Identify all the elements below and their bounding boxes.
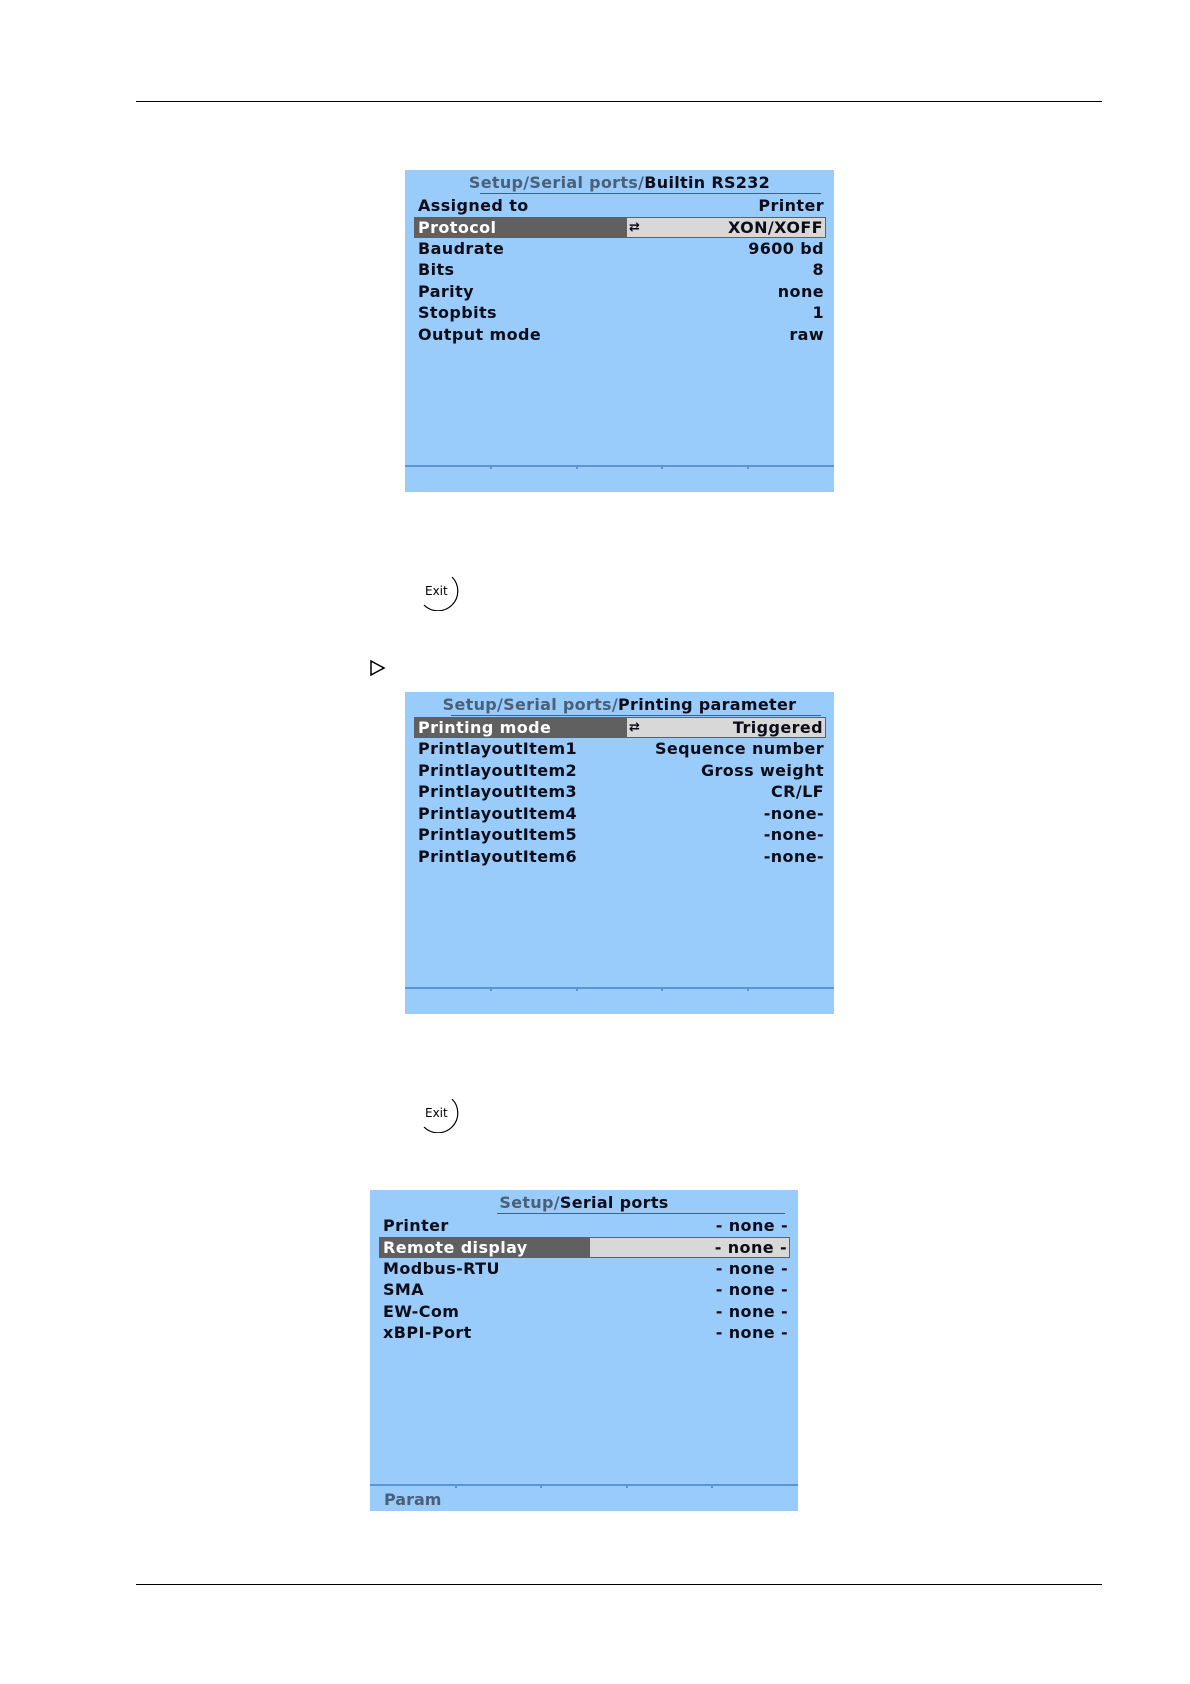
list-row-printlayoutitem4[interactable] [414,803,826,825]
header-rule [136,101,1102,102]
row-value: - none - [715,1280,788,1299]
row-label: Protocol [414,217,626,238]
list-row-printlayoutitem2[interactable] [414,760,826,782]
settings-list [414,717,826,867]
list-row-printlayoutitem1[interactable] [414,738,826,760]
softkey-bar [405,987,834,1014]
row-value: - none - [715,1323,788,1342]
list-row-printlayoutitem6[interactable] [414,846,826,868]
breadcrumb [405,694,834,716]
breadcrumb-path: Setup/Serial ports/ [442,695,619,714]
softkey-divider [455,1484,457,1488]
step-triangle-icon [369,659,387,677]
row-value: ⇄ XON/XOFF [626,217,826,238]
row-value: CR/LF [770,782,824,801]
softkey-divider [747,465,749,469]
list-row-remote-display-selected[interactable] [379,1237,790,1258]
breadcrumb [370,1192,798,1214]
softkey-divider [490,987,492,991]
list-row-printer[interactable] [379,1215,790,1237]
row-value: Sequence number [654,739,824,758]
softkey-divider [661,987,663,991]
softkey-divider [661,465,663,469]
row-value: - none - [715,1301,788,1321]
list-row-modbus-rtu[interactable] [379,1258,790,1280]
softkey-divider [576,987,578,991]
list-row-ew-com[interactable] [379,1301,790,1323]
row-value: -none- [763,803,824,823]
row-value: raw [789,324,824,344]
footer-rule [136,1584,1102,1585]
row-label: Baudrate [418,238,505,258]
settings-list [414,195,826,345]
row-value: - none - [715,1216,788,1235]
exit-key-icon[interactable] [420,575,460,611]
row-label: SMA [383,1280,425,1299]
breadcrumb [405,172,834,194]
list-row-output-mode[interactable] [414,324,826,346]
row-label: PrintlayoutItem6 [418,846,578,866]
ports-list [379,1215,790,1344]
softkey-divider [747,987,749,991]
list-row-printlayoutitem3[interactable] [414,781,826,803]
exit-key-icon[interactable] [420,1097,460,1133]
row-label: Bits [418,260,455,279]
row-value: ⇄ Triggered [626,717,826,738]
breadcrumb-path: Setup/ [499,1193,560,1212]
softkey-bar [405,465,834,492]
row-label: Assigned to [418,196,529,215]
change-arrows-icon: ⇄ [629,720,641,735]
softkey-param-button[interactable]: Param [384,1490,442,1509]
row-label: PrintlayoutItem1 [418,739,578,758]
screen-serial-ports [370,1190,798,1511]
list-row-printing-mode-selected[interactable] [414,717,826,738]
row-value: -none- [763,846,824,866]
list-row-stopbits[interactable] [414,302,826,324]
softkey-divider [626,1484,628,1488]
row-value: 9600 bd [748,238,824,258]
row-value: Printer [758,196,824,215]
list-row-assigned-to[interactable] [414,195,826,217]
row-label: Output mode [418,324,542,344]
row-value: 8 [812,260,824,279]
exit-key-label: Exit [425,1106,448,1120]
screen-builtin-rs232 [405,170,834,492]
row-label: PrintlayoutItem3 [418,782,578,801]
list-row-sma[interactable] [379,1279,790,1301]
list-row-bits[interactable] [414,259,826,281]
row-label: PrintlayoutItem4 [418,803,578,823]
breadcrumb-current: Builtin RS232 [644,173,771,192]
breadcrumb-path: Setup/Serial ports/ [468,173,645,192]
row-label: EW-Com [383,1301,460,1321]
breadcrumb-current: Printing parameter [618,695,797,714]
change-arrows-icon: ⇄ [629,219,641,235]
screen-printing-parameter [405,692,834,1014]
row-value: - none - [715,1258,788,1278]
row-label: Printer [383,1216,449,1235]
row-label: Parity [418,281,474,301]
row-value: none [777,281,824,301]
softkey-divider [711,1484,713,1488]
list-row-parity[interactable] [414,281,826,303]
row-value: Gross weight [700,760,824,780]
row-label: PrintlayoutItem2 [418,760,578,780]
row-value: -none- [763,825,824,844]
softkey-divider [490,465,492,469]
row-label: Modbus-RTU [383,1258,500,1278]
breadcrumb-current: Serial ports [559,1193,669,1212]
row-value: - none - [589,1237,790,1258]
list-row-xbpi-port[interactable] [379,1322,790,1344]
softkey-divider [576,465,578,469]
exit-key-label: Exit [425,584,448,598]
row-label: PrintlayoutItem5 [418,825,578,844]
list-row-printlayoutitem5[interactable] [414,824,826,846]
row-label: Stopbits [418,303,497,322]
list-row-baudrate[interactable] [414,238,826,260]
row-label: Remote display [379,1237,589,1258]
row-label: xBPI-Port [383,1323,472,1342]
breadcrumb-underline [451,715,821,716]
list-row-protocol-selected[interactable] [414,217,826,238]
row-value: 1 [812,303,824,322]
row-label: Printing mode [414,717,626,738]
breadcrumb-underline [497,1213,785,1214]
breadcrumb-underline [480,193,821,194]
softkey-divider [540,1484,542,1488]
